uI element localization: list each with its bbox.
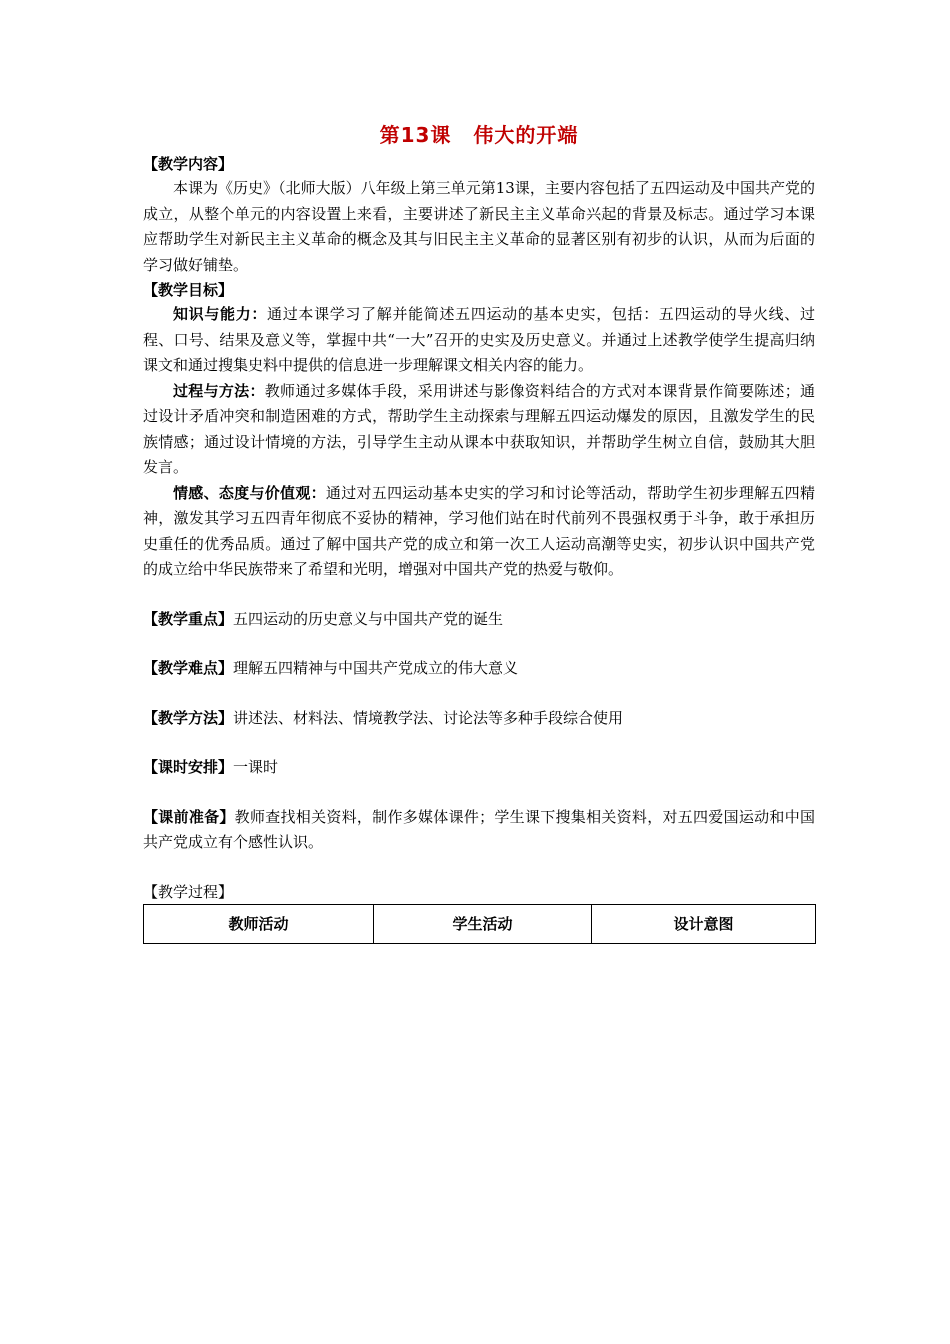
lesson-number: 第13课 [379,123,452,147]
difficulty-label: 【教学难点】 [143,659,234,677]
preparation-text: 教师查找相关资料，制作多媒体课件；学生课下搜集相关资料，对五四爱国运动和中国共产党成立有个感性认识。 [143,807,815,851]
schedule-section [143,755,815,781]
difficulty-text: 理解五四精神与中国共产党成立的伟大意义 [233,659,519,677]
column-student-activity: 学生活动 [374,904,592,943]
document-page [143,118,815,944]
goal-knowledge-text: 通过本课学习了解并能简述五四运动的基本史实，包括：五四运动的导火线、过程、口号、结果及意义等，掌握中共“一大”召开的史实及历史意义。并通过上述教学使学生提高归纳课文和通过搜集史料中提供的信息进一步理解课文相关内容的能力。 [143,305,815,374]
goal-emotion-text: 通过对五四运动基本史实的学习和讨论等活动，帮助学生初步理解五四精神，激发其学习五四青年彻底不妥协的精神，学习他们站在时代前列不畏强权勇于斗争，敢于承担历史重任的优秀品质。通过了解中国共产党的成立和第一次工人运动高潮等史实，初步认识中国共产党的成立给中华民族带来了希望和光明，增强对中国共产党的热爱与敬仰。 [143,483,815,578]
method-text: 讲述法、材料法、情境教学法、讨论法等多种手段综合使用 [233,708,624,727]
goal-process-lead: 过程与方法： [173,381,265,400]
method-label: 【教学方法】 [143,708,234,727]
content-paragraph: 本课为《历史》（北师大版）八年级上第三单元第13课，主要内容包括了五四运动及中国共产党的成立，从整个单元的内容设置上来看，主要讲述了新民主主义革命兴起的背景及标志。通过学习本课应帮助学生对新民主主义革命的概念及其与旧民主主义革命的显著区别有初步的认识，从而为后面的学习做好铺垫。 [143,179,815,274]
lesson-name: 伟大的开端 [473,123,579,147]
goal-emotion [143,481,815,583]
goal-process-text: 教师通过多媒体手段，采用讲述与影像资料结合的方式对本课背景作简要陈述；通过设计矛盾冲突和制造困难的方式，帮助学生主动探索与理解五四运动爆发的原因，且激发学生的民族情感；通过设计情境的方法，引导学生主动从课本中获取知识，并帮助学生树立自信，鼓励其大胆发言。 [143,381,815,476]
column-design-intent: 设计意图 [592,904,816,943]
table-header-row [144,904,816,943]
key-point-text: 五四运动的历史意义与中国共产党的诞生 [233,609,504,628]
key-point-label: 【教学重点】 [143,609,234,628]
key-point-section [143,607,815,633]
column-teacher-activity: 教师活动 [144,904,374,943]
lesson-title [143,118,815,152]
goal-process [143,379,815,481]
schedule-label: 【课时安排】 [143,758,234,776]
difficulty-section [143,656,815,682]
preparation-section [143,805,815,856]
teaching-process-label: 【教学过程】 [143,882,234,901]
goal-emotion-lead: 情感、态度与价值观： [173,483,326,502]
goal-knowledge-lead: 知识与能力： [173,305,268,323]
content-heading: 【教学内容】 [143,155,234,173]
teaching-process-table [143,904,816,944]
goal-knowledge [143,302,815,379]
preparation-label: 【课前准备】 [143,807,235,826]
schedule-text: 一课时 [233,758,279,776]
method-section [143,706,815,732]
goals-heading: 【教学目标】 [143,281,234,299]
